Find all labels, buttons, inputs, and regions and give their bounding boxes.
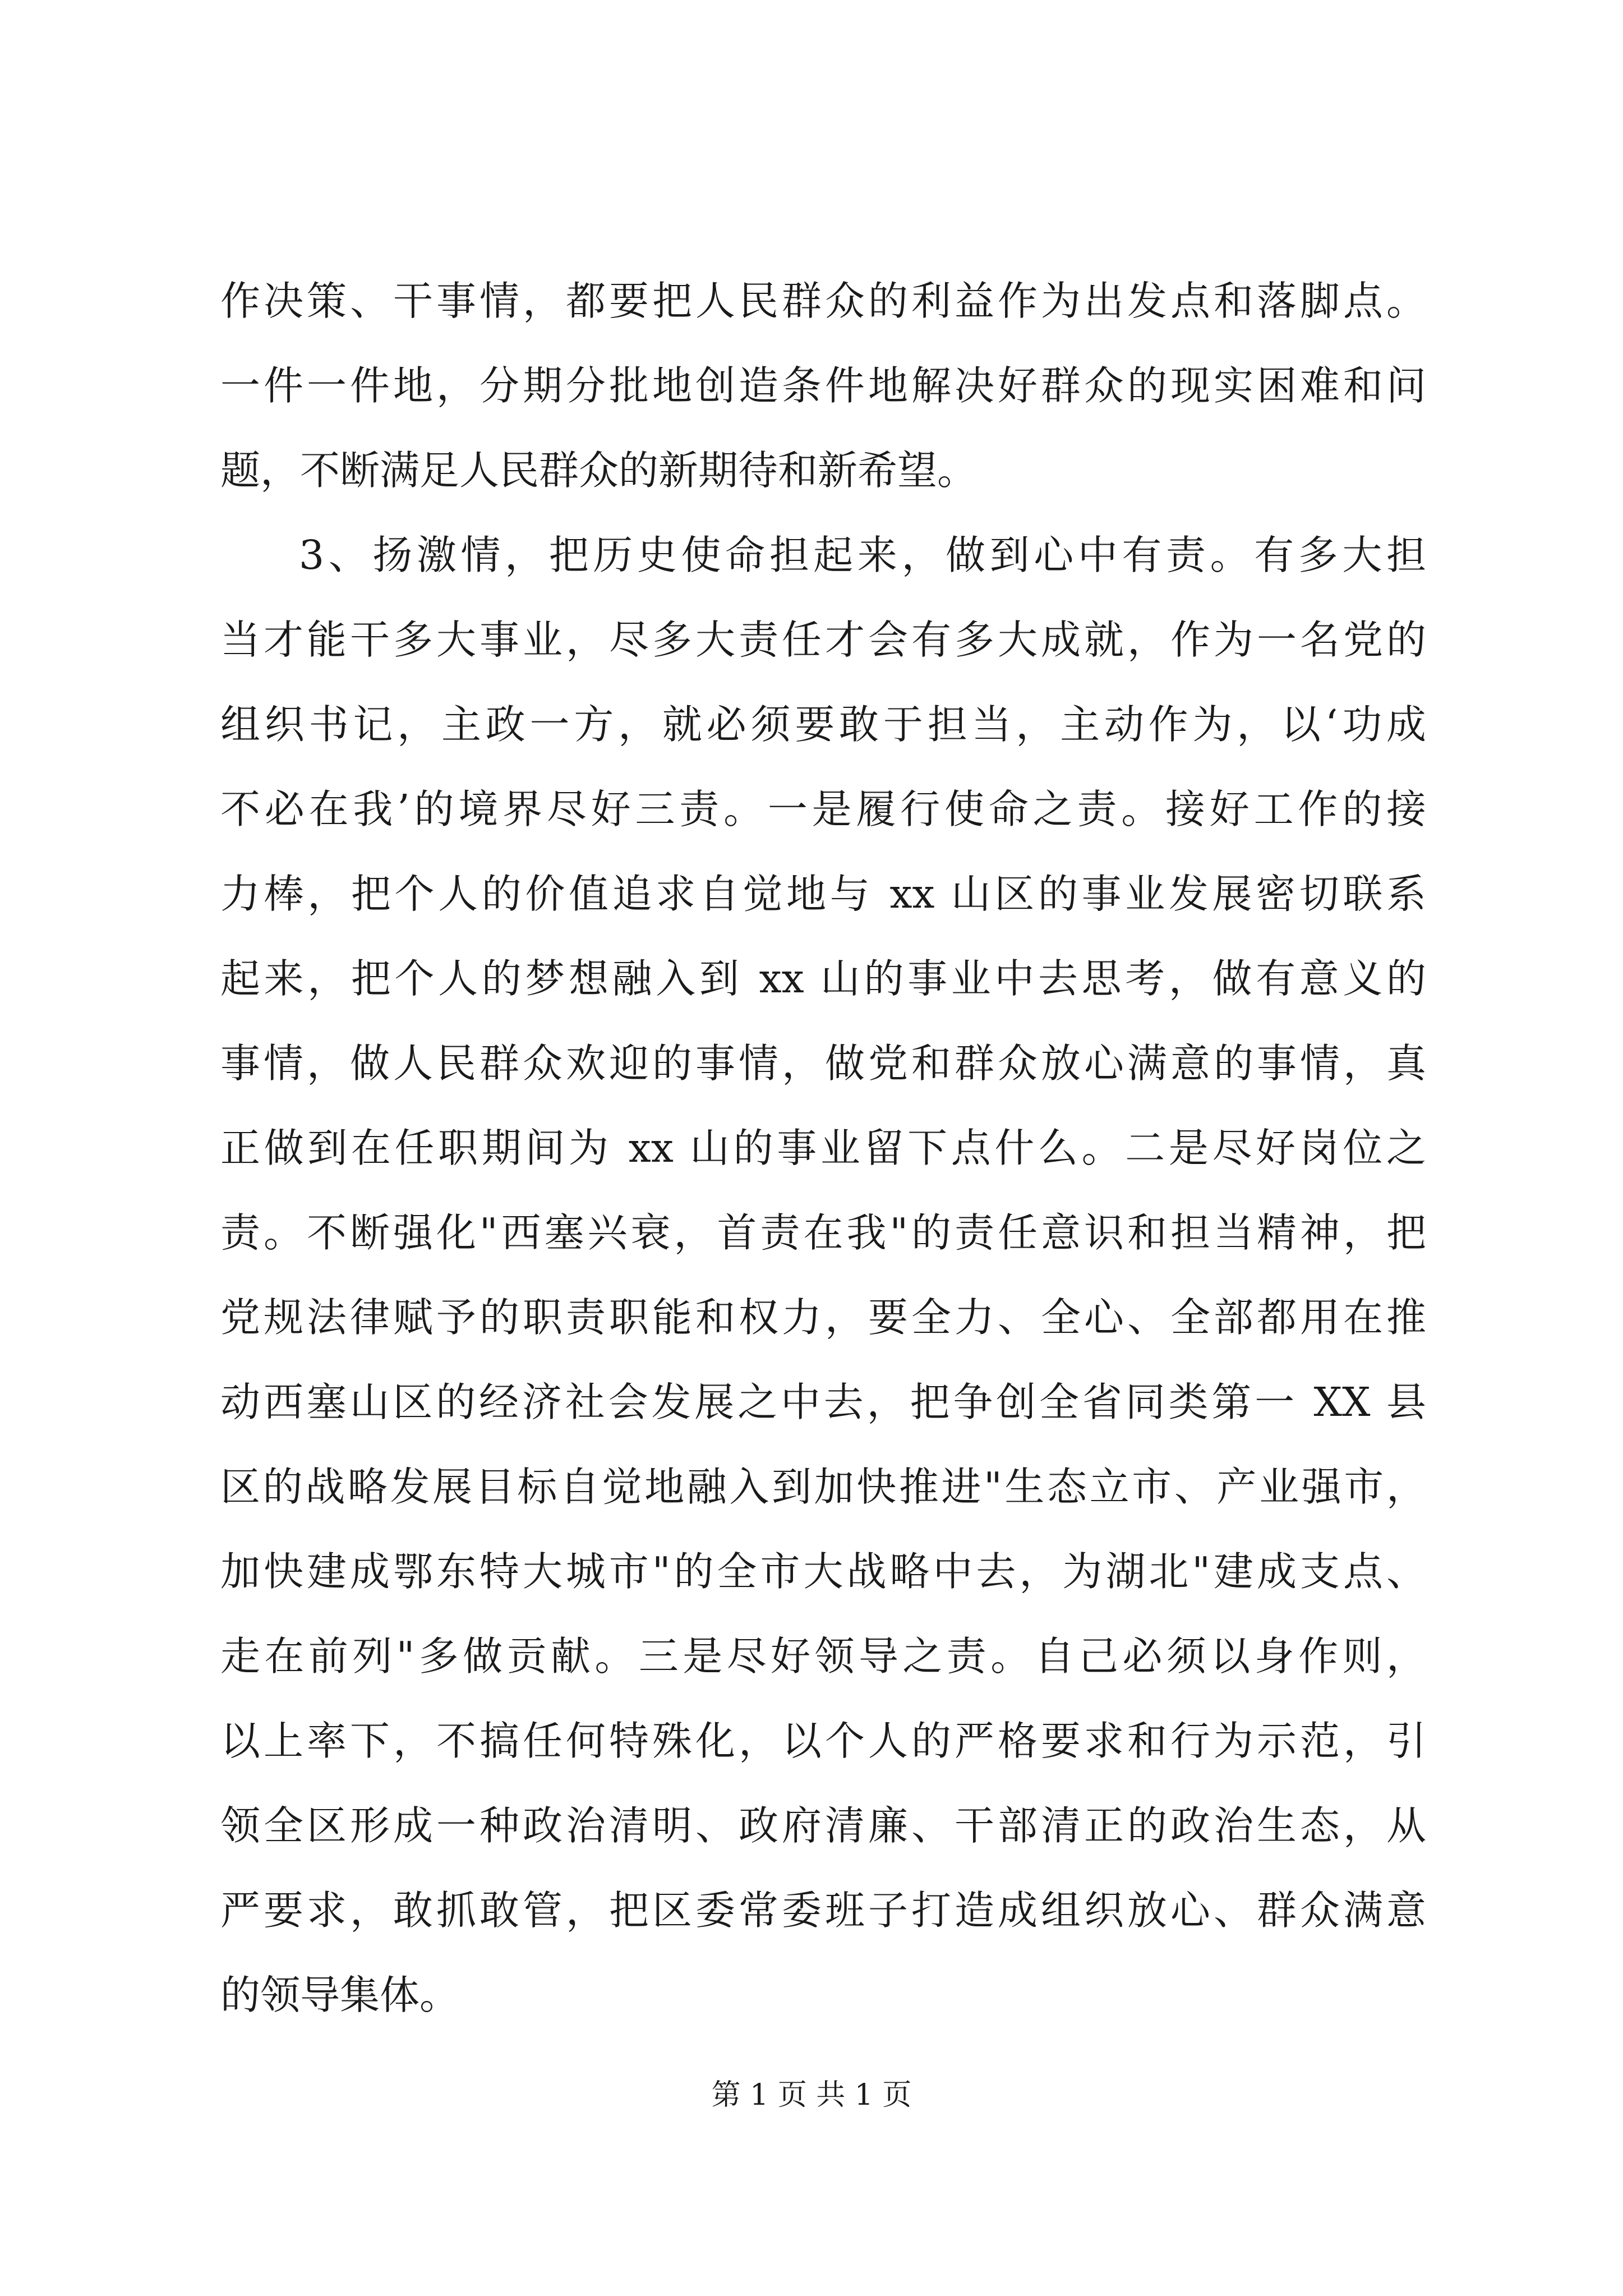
body-text-line: 组织书记，主政一方，就必须要敢于担当，主动作为，以‘功成	[220, 701, 1426, 748]
body-text-line: 党规法律赋予的职责职能和权力，要全力、全心、全部都用在推	[220, 1294, 1426, 1341]
body-text-line: 区的战略发展目标自觉地融入到加快推进"生态立市、产业强市，	[220, 1464, 1426, 1510]
body-text-line: 作决策、干事情，都要把人民群众的利益作为出发点和落脚点。	[220, 278, 1426, 324]
body-text-line: 事情，做人民群众欢迎的事情，做党和群众放心满意的事情，真	[220, 1040, 1426, 1087]
body-text-line: 加快建成鄂东特大城市"的全市大战略中去，为湖北"建成支点、	[220, 1548, 1426, 1595]
body-text-line: 走在前列"多做贡献。三是尽好领导之责。自己必须以身作则，	[220, 1633, 1426, 1680]
body-text-line: 起来，把个人的梦想融入到 xx 山的事业中去思考，做有意义的	[220, 955, 1426, 1002]
body-text-line: 领全区形成一种政治清明、政府清廉、干部清正的政治生态，从	[220, 1802, 1426, 1849]
paragraph-start-line: 3、扬激情，把历史使命担起来，做到心中有责。有多大担	[299, 532, 1426, 578]
body-text-line: 不必在我’的境界尽好三责。一是履行使命之责。接好工作的接	[220, 786, 1426, 832]
body-text-line: 正做到在任职期间为 xx 山的事业留下点什么。二是尽好岗位之	[220, 1125, 1426, 1171]
body-text-line: 严要求，敢抓敢管，把区委常委班子打造成组织放心、群众满意	[220, 1887, 1426, 1934]
body-text-line: 的领导集体。	[220, 1972, 460, 2018]
body-text-line: 动西塞山区的经济社会发展之中去，把争创全省同类第一 XX 县	[220, 1379, 1426, 1425]
body-text-line: 题，不断满足人民群众的新期待和新希望。	[220, 447, 978, 494]
body-text-line: 责。不断强化"西塞兴衰，首责在我"的责任意识和担当精神，把	[220, 1209, 1426, 1256]
body-text-line: 力棒，把个人的价值追求自觉地与 xx 山区的事业发展密切联系	[220, 871, 1426, 917]
body-text-line: 以上率下，不搞任何特殊化，以个人的严格要求和行为示范，引	[220, 1718, 1426, 1764]
page-footer: 第 1 页 共 1 页	[711, 2078, 912, 2112]
body-text-line: 当才能干多大事业，尽多大责任才会有多大成就，作为一名党的	[220, 616, 1426, 663]
body-text-line: 一件一件地，分期分批地创造条件地解决好群众的现实困难和问	[220, 362, 1426, 409]
